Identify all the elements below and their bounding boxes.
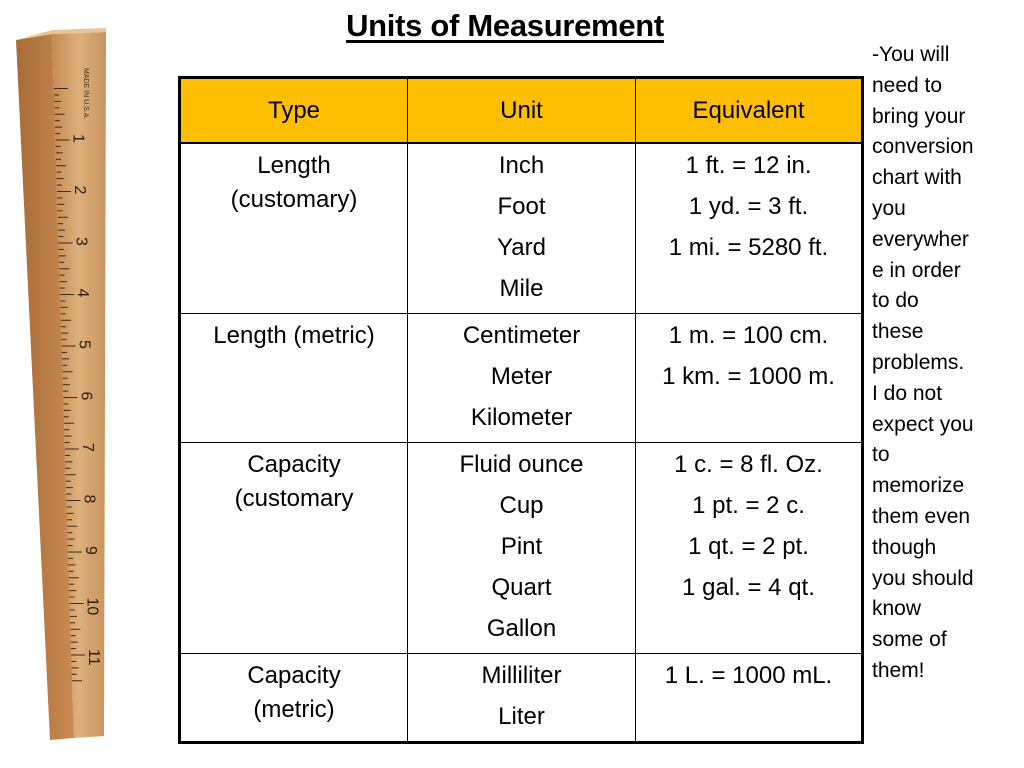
equivalent-text: 1 m. = 100 cm.	[668, 322, 829, 349]
ruler-number: 10	[83, 597, 101, 616]
header-equivalent: Equivalent	[636, 78, 863, 144]
type-text: (metric)	[253, 696, 335, 723]
unit-text: Inch	[498, 152, 545, 179]
equivalent-text: 1 gal. = 4 qt.	[682, 574, 815, 601]
ruler-maker-text: MADE IN U.S.A.	[82, 68, 89, 120]
unit-text: Cup	[499, 492, 544, 519]
type-text: (customary	[234, 485, 354, 512]
ruler-number: 7	[78, 443, 96, 452]
slide-title: Units of Measurement	[346, 8, 664, 43]
equivalent-text: 1 mi. = 5280 ft.	[668, 234, 829, 261]
equivalent-text: 1 qt. = 2 pt.	[688, 533, 809, 560]
equivalent-text: 1 yd. = 3 ft.	[688, 193, 809, 220]
equivalent-text: 1 km. = 1000 m.	[662, 363, 835, 390]
unit-text: Kilometer	[470, 404, 573, 431]
equivalent-cell	[636, 143, 863, 314]
table-row	[180, 654, 863, 743]
ruler-number: 9	[82, 546, 100, 555]
table-row	[180, 314, 863, 443]
equivalent-cell	[636, 443, 863, 654]
ruler-number: 3	[72, 237, 90, 246]
unit-cell	[408, 443, 636, 654]
type-text: Capacity	[247, 662, 341, 689]
equivalent-cell	[636, 654, 863, 743]
unit-text: Pint	[500, 533, 543, 560]
type-cell	[180, 654, 408, 743]
ruler-number: 11	[85, 649, 103, 666]
unit-text: Quart	[491, 574, 552, 601]
unit-text: Gallon	[486, 615, 557, 642]
unit-text: Milliliter	[481, 662, 562, 689]
unit-text: Yard	[497, 234, 546, 261]
unit-text: Meter	[490, 363, 553, 390]
unit-cell	[408, 314, 636, 443]
unit-cell	[408, 654, 636, 743]
wooden-ruler-image	[8, 28, 120, 748]
header-unit: Unit	[408, 78, 636, 144]
type-text: Capacity	[247, 451, 341, 478]
ruler-number: 5	[75, 340, 93, 349]
type-cell	[180, 443, 408, 654]
ruler-number: 8	[80, 494, 98, 504]
ruler-number: 6	[77, 391, 95, 401]
table-row	[180, 443, 863, 654]
unit-text: Liter	[498, 703, 545, 730]
equivalent-cell	[636, 314, 863, 443]
units-table	[178, 76, 864, 744]
unit-text: Foot	[497, 193, 546, 220]
ruler-number: 1	[69, 134, 87, 143]
side-note: -You will need to bring your conversion chart with you everywher e in order to do these problems. I do not expect you to memorize them even though you should know some of them!	[872, 43, 974, 682]
table-header-row	[180, 78, 863, 144]
unit-text: Mile	[499, 275, 544, 302]
unit-text: Centimeter	[462, 322, 581, 349]
table-row	[180, 143, 863, 314]
equivalent-text: 1 pt. = 2 c.	[692, 492, 805, 519]
header-type: Type	[180, 78, 408, 144]
unit-cell	[408, 143, 636, 314]
unit-text: Fluid ounce	[459, 451, 584, 478]
type-cell	[180, 314, 408, 443]
equivalent-text: 1 L. = 1000 mL.	[664, 662, 833, 689]
equivalent-text: 1 ft. = 12 in.	[685, 152, 812, 179]
type-text: (customary)	[230, 186, 358, 213]
type-cell	[180, 143, 408, 314]
ruler-number: 2	[70, 185, 88, 195]
type-text: Length	[257, 152, 331, 179]
ruler-number: 4	[74, 288, 92, 298]
equivalent-text: 1 c. = 8 fl. Oz.	[674, 451, 823, 478]
type-text: Length (metric)	[213, 322, 375, 349]
